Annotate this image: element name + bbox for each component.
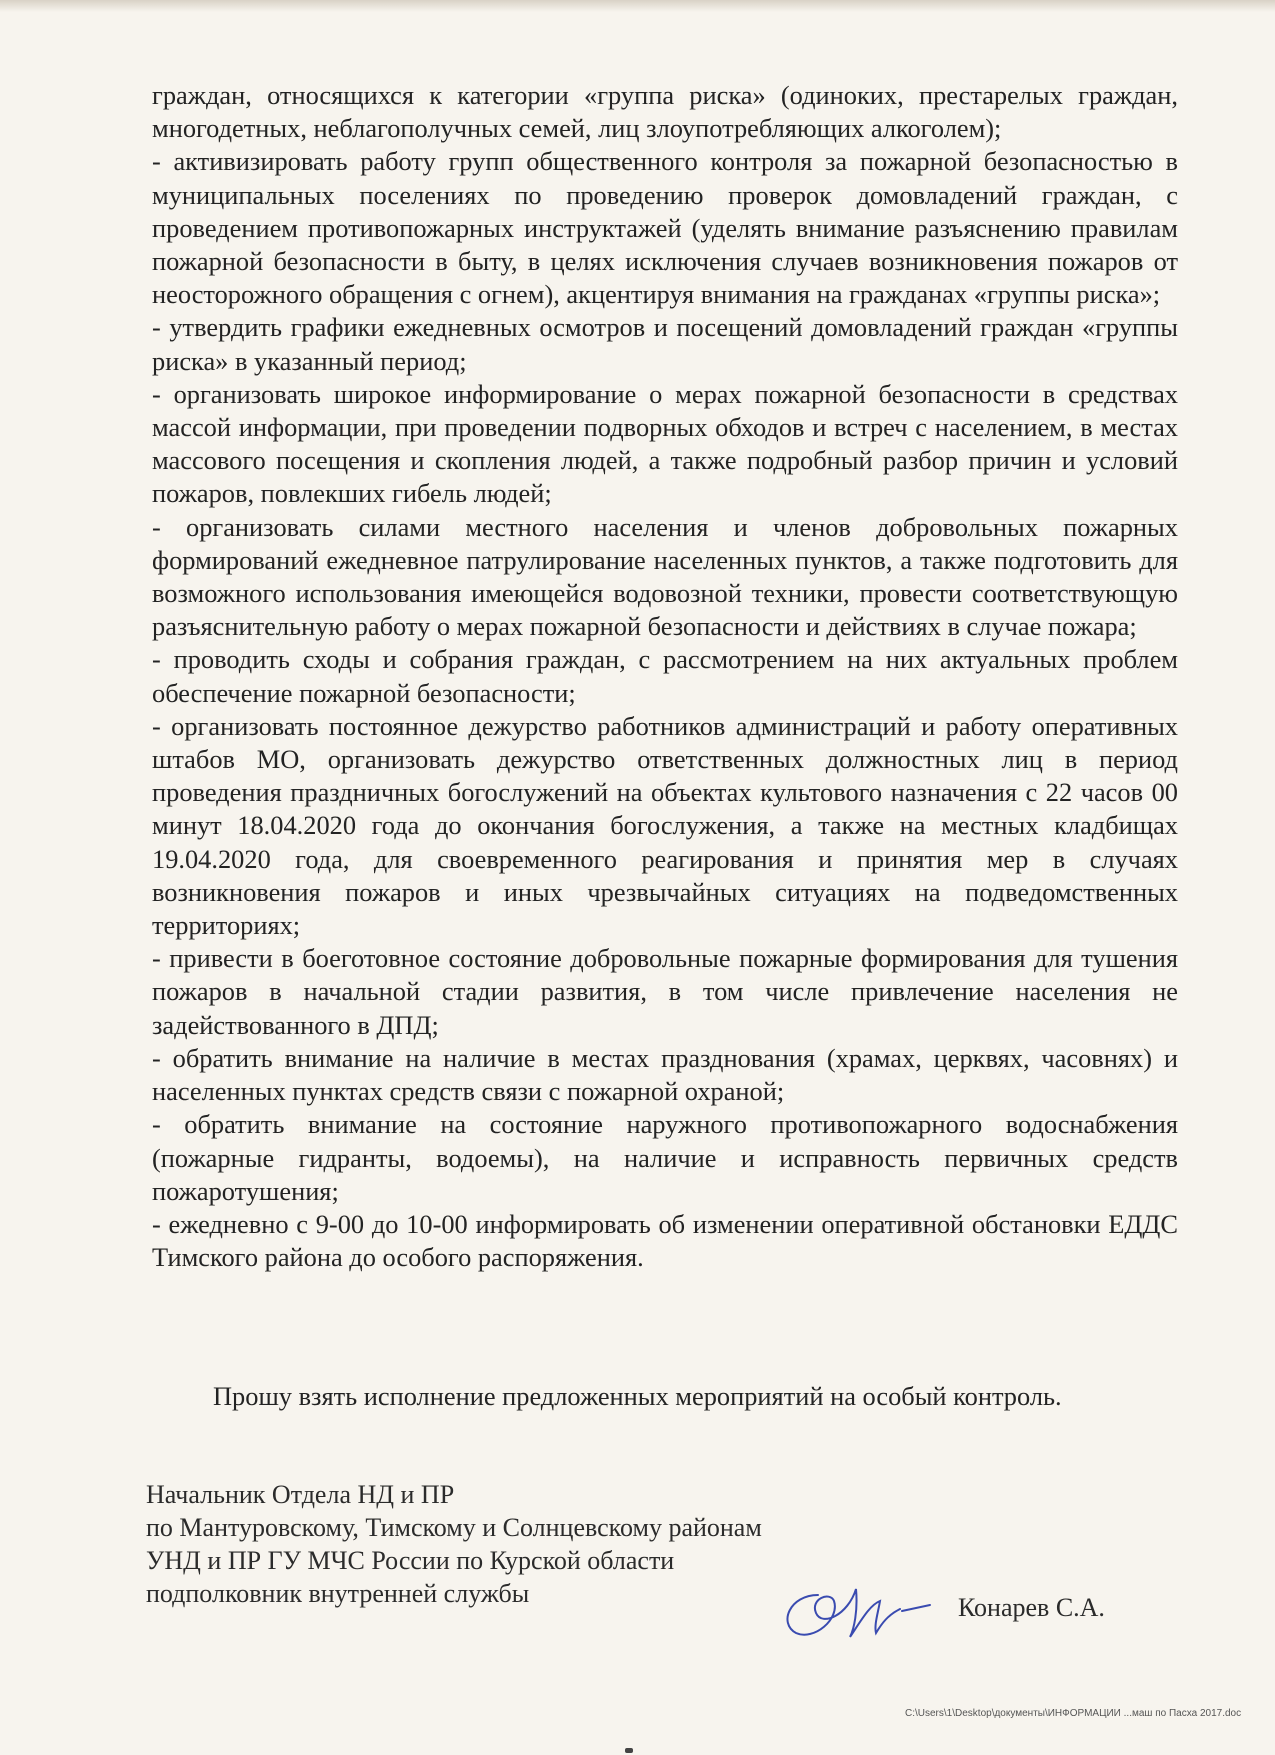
- handwritten-signature: [770, 1575, 940, 1645]
- paragraph-meetings: - проводить сходы и собрания граждан, с рассмотрением на них актуальных проблем обеспечение пожарной безопасности;: [152, 644, 1178, 708]
- paragraph-duty: - организовать постоянное дежурство работников администраций и работу оперативных штабов МО, организовать дежурство ответственных должностных лиц в период проведения праздничных богослужений на объектах культового назначения с 22 часов 00 минут 18.04.2020 года до окончания богослужения, а также на местных кладбищах 19.04.2020 года, для своевременного реагирования и принятия мер в случаях возникновения пожаров и иных чрезвычайных ситуациях на подведомственных территориях;: [152, 710, 1178, 941]
- paragraph-risk-group: граждан, относящихся к категории «группа риска» (одиноких, престарелых граждан, многодетных, неблагополучных семей, лиц злоупотребляющих алкоголем);: [152, 80, 1178, 144]
- paragraph-daily-report: - ежедневно с 9-00 до 10-00 информировать об изменении оперативной обстановки ЕДДС Тимского района до особого распоряжения.: [152, 1208, 1178, 1273]
- signer-position-line-2: по Мантуровскому, Тимскому и Солнцевскому районам: [146, 1513, 762, 1542]
- paragraph-readiness: - привести в боеготовное состояние добровольные пожарные формирования для тушения пожаров в начальной стадии развития, в том числе привлечение населения не задействованного в ДПД;: [152, 943, 1178, 1040]
- signer-position-line-3: УНД и ПР ГУ МЧС России по Курской области: [146, 1546, 675, 1575]
- paragraph-inspection-schedules: - утвердить графики ежедневных осмотров и посещений домовладений граждан «группы риска» в указанный период;: [152, 312, 1178, 376]
- paragraph-patrols: - организовать силами местного населения и членов добровольных пожарных формирований ежедневное патрулирование населенных пунктов, а также подготовить для возможного использования имеющейся водовозной техники, провести соответствующую разъяснительную работу о мерах пожарной безопасности и действиях в случае пожара;: [152, 511, 1178, 642]
- file-path-footer: C:\Users\1\Desktop\документы\ИНФОРМАЦИИ ...маш по Пасха 2017.doc: [905, 1708, 1242, 1719]
- scan-top-edge: [0, 0, 1275, 12]
- paragraph-informing: - организовать широкое информирование о мерах пожарной безопасности в средствах массой информации, при проведении подворных обходов и встреч с населением, в местах массового посещения и скопления людей, а также подробный разбор причин и условий пожаров, повлекших гибель людей;: [152, 378, 1178, 509]
- paragraph-communication: - обратить внимание на наличие в местах празднования (храмах, церквях, часовнях) и населенных пунктах средств связи с пожарной охраной;: [152, 1042, 1178, 1107]
- scan-mark: [625, 1748, 633, 1753]
- signer-position-line-1: Начальник Отдела НД и ПР: [146, 1480, 455, 1509]
- signer-rank: подполковник внутренней службы: [146, 1579, 530, 1608]
- paragraph-water-supply: - обратить внимание на состояние наружного противопожарного водоснабжения (пожарные гидранты, водоемы), на наличие и исправность первичных средств пожаротушения;: [152, 1109, 1178, 1206]
- closing-request: Прошу взять исполнение предложенных мероприятий на особый контроль.: [213, 1381, 1062, 1411]
- letter-body: [152, 79, 1178, 1274]
- signer-name: Конарев С.А.: [958, 1593, 1105, 1622]
- paragraph-public-control: - активизировать работу групп общественного контроля за пожарной безопасностью в муниципальных поселениях по проведению проверок домовладений граждан, с проведением противопожарных инструктажей (уделять внимание разъяснению правилам пожарной безопасности в быту, в целях исключения случаев возникновения пожаров от неосторожного обращения с огнем), акцентируя внимания на гражданах «группы риска»;: [152, 146, 1178, 310]
